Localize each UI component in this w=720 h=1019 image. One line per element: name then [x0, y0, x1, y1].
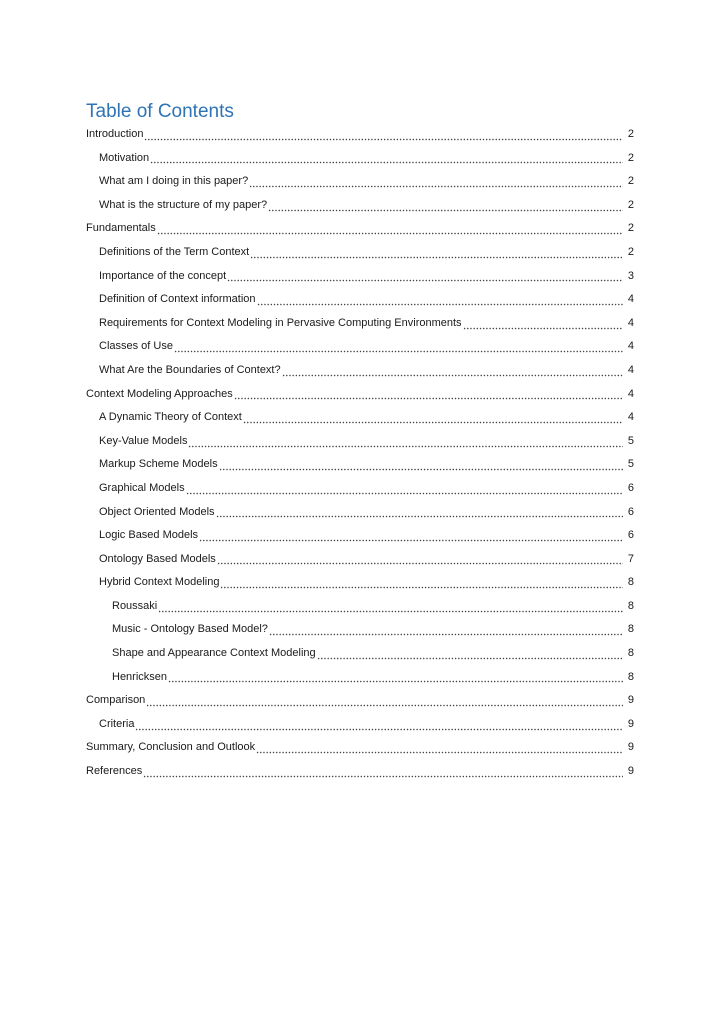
dot-leader: [150, 152, 623, 164]
toc-entry-page-number[interactable]: 4: [627, 363, 634, 376]
toc-entry-page-number[interactable]: 3: [627, 269, 634, 282]
toc-entry-label[interactable]: Object Oriented Models: [99, 505, 215, 518]
dot-leader: [268, 200, 623, 212]
toc-entry-page-number[interactable]: 2: [627, 222, 634, 235]
toc-entry[interactable]: [86, 170, 634, 194]
toc-entry-label[interactable]: What is the structure of my paper?: [99, 198, 268, 211]
toc-entry-label[interactable]: A Dynamic Theory of Context: [99, 411, 242, 424]
dot-leader: [250, 247, 623, 259]
toc-entry[interactable]: [86, 666, 634, 690]
toc-entry-label[interactable]: Hybrid Context Modeling: [99, 576, 220, 589]
toc-entry[interactable]: [86, 147, 634, 171]
toc-entry-label[interactable]: Graphical Models: [99, 481, 185, 494]
toc-entry[interactable]: [86, 453, 634, 477]
toc-entry[interactable]: [86, 217, 634, 241]
dot-leader: [217, 553, 623, 565]
toc-entry[interactable]: [86, 265, 634, 289]
dot-leader: [243, 412, 623, 424]
dot-leader: [174, 341, 623, 353]
toc-entry[interactable]: [86, 571, 634, 595]
toc-entry[interactable]: [86, 524, 634, 548]
toc-entry[interactable]: [86, 383, 634, 407]
dot-leader: [186, 483, 623, 495]
dot-leader: [135, 719, 623, 731]
toc-entry-label[interactable]: Ontology Based Models: [99, 552, 216, 565]
dot-leader: [157, 223, 623, 235]
toc-entry-page-number[interactable]: 9: [627, 765, 634, 778]
toc-entry-page-number[interactable]: 2: [627, 128, 634, 140]
toc-entry[interactable]: [86, 406, 634, 430]
dot-leader: [143, 766, 623, 778]
toc-entry-label[interactable]: Importance of the concept: [99, 269, 227, 282]
toc-entry-label[interactable]: Shape and Appearance Context Modeling: [112, 647, 316, 660]
toc-entry-page-number[interactable]: 9: [627, 741, 634, 754]
toc-entry[interactable]: [86, 548, 634, 572]
dot-leader: [199, 530, 623, 542]
toc-entry-label[interactable]: Music - Ontology Based Model?: [112, 623, 268, 636]
dot-leader: [249, 176, 623, 188]
dot-leader: [257, 294, 623, 306]
toc-entry-page-number[interactable]: 5: [627, 434, 634, 447]
toc-entry-page-number[interactable]: 6: [627, 529, 634, 542]
toc-entry[interactable]: [86, 689, 634, 713]
toc-entry-label[interactable]: Requirements for Context Modeling in Pervasive Computing Environments: [99, 316, 462, 329]
toc-entry-page-number[interactable]: 5: [627, 458, 634, 471]
toc-entry-page-number[interactable]: 4: [627, 340, 634, 353]
toc-entry[interactable]: [86, 312, 634, 336]
toc-entry-page-number[interactable]: 2: [627, 151, 634, 164]
toc-entry-page-number[interactable]: 8: [627, 623, 634, 636]
dot-leader: [219, 459, 623, 471]
toc-entry[interactable]: [86, 241, 634, 265]
toc-entry[interactable]: [86, 642, 634, 666]
toc-entry-label[interactable]: Criteria: [99, 717, 135, 730]
dot-leader: [282, 365, 623, 377]
toc-entry-label[interactable]: Definition of Context information: [99, 293, 256, 306]
toc-entry-page-number[interactable]: 2: [627, 198, 634, 211]
toc-entry-label[interactable]: What Are the Boundaries of Context?: [99, 363, 281, 376]
toc-entry[interactable]: [86, 618, 634, 642]
toc-entry-page-number[interactable]: 9: [627, 717, 634, 730]
dot-leader: [269, 624, 623, 636]
toc-entry[interactable]: [86, 713, 634, 737]
toc-entry[interactable]: [86, 760, 634, 784]
toc-entry-label[interactable]: Definitions of the Term Context: [99, 245, 250, 258]
toc-entry-page-number[interactable]: 6: [627, 505, 634, 518]
dot-leader: [256, 742, 623, 754]
toc-entry-page-number[interactable]: 4: [627, 387, 634, 400]
toc-entry-label[interactable]: Motivation: [99, 151, 150, 164]
toc-entry-page-number[interactable]: 4: [627, 411, 634, 424]
dot-leader: [146, 695, 623, 707]
toc-entry-label[interactable]: What am I doing in this paper?: [99, 175, 249, 188]
dot-leader: [144, 129, 623, 141]
toc-entry[interactable]: [86, 501, 634, 525]
toc-entry[interactable]: [86, 736, 634, 760]
toc-entry-page-number[interactable]: 6: [627, 481, 634, 494]
toc-entry[interactable]: [86, 359, 634, 383]
dot-leader: [188, 436, 623, 448]
dot-leader: [220, 577, 623, 589]
toc-entry-page-number[interactable]: 9: [627, 694, 634, 707]
toc-entry-label[interactable]: Classes of Use: [99, 340, 173, 353]
toc-entry-page-number[interactable]: 4: [627, 316, 634, 329]
toc-title: Table of Contents: [86, 101, 234, 122]
toc-entry-label[interactable]: Introduction: [86, 128, 144, 140]
dot-leader: [463, 318, 623, 330]
toc-entry[interactable]: [86, 430, 634, 454]
toc-entry-page-number[interactable]: 2: [627, 175, 634, 188]
toc-entry-label[interactable]: Key-Value Models: [99, 434, 188, 447]
toc-list: [86, 123, 634, 784]
dot-leader: [158, 601, 623, 613]
toc-entry-page-number[interactable]: 8: [627, 647, 634, 660]
toc-entry-label[interactable]: References: [86, 765, 143, 778]
toc-entry[interactable]: [86, 477, 634, 501]
dot-leader: [317, 648, 623, 660]
toc-entry-page-number[interactable]: 8: [627, 599, 634, 612]
dot-leader: [234, 388, 623, 400]
toc-entry-page-number[interactable]: 4: [627, 293, 634, 306]
toc-entry[interactable]: [86, 288, 634, 312]
toc-entry-label[interactable]: Henricksen: [112, 670, 168, 683]
dot-leader: [216, 506, 623, 518]
toc-entry-page-number[interactable]: 8: [627, 670, 634, 683]
toc-entry-page-number[interactable]: 2: [627, 245, 634, 258]
toc-entry-label[interactable]: Logic Based Models: [99, 529, 199, 542]
toc-entry-label[interactable]: Comparison: [86, 694, 146, 707]
toc-entry[interactable]: [86, 123, 634, 147]
toc-entry-label[interactable]: Context Modeling Approaches: [86, 387, 233, 400]
toc-entry[interactable]: [86, 595, 634, 619]
toc-entry[interactable]: [86, 335, 634, 359]
toc-entry-label[interactable]: Summary, Conclusion and Outlook: [86, 741, 256, 754]
toc-entry[interactable]: [86, 194, 634, 218]
toc-entry-label[interactable]: Roussaki: [112, 599, 158, 612]
dot-leader: [168, 671, 623, 683]
toc-entry-label[interactable]: Fundamentals: [86, 222, 156, 235]
toc-entry-label[interactable]: Markup Scheme Models: [99, 458, 218, 471]
toc-entry-page-number[interactable]: 8: [627, 576, 634, 589]
dot-leader: [227, 270, 623, 282]
toc-entry-page-number[interactable]: 7: [627, 552, 634, 565]
